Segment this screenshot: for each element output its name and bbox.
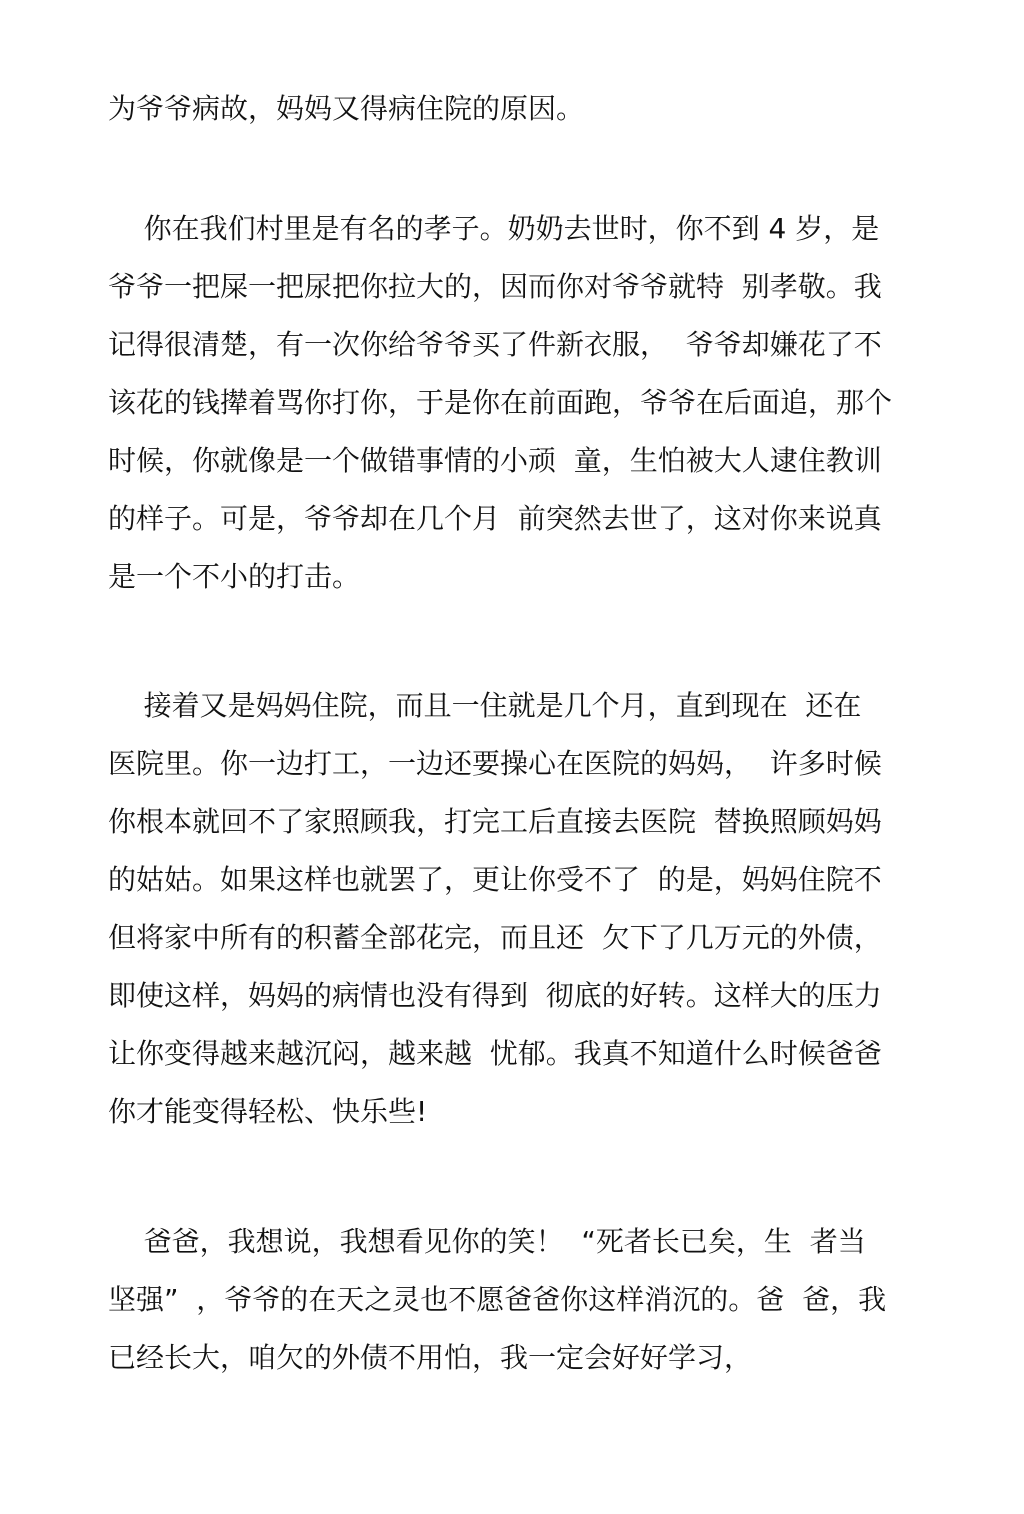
paragraph-3 [108, 677, 938, 1141]
text-line: 让你变得越来越沉闷，越来越 忧郁。我真不知道什么时候爸爸 [108, 1037, 882, 1070]
text-line: 时候，你就像是一个做错事情的小顽 童，生怕被大人逮住教训 [108, 444, 882, 477]
paragraph-1 [108, 80, 938, 138]
text-line: 但将家中所有的积蓄全部花完，而且还 欠下了几万元的外债， [108, 921, 882, 954]
text-line: 爷爷一把屎一把尿把你拉大的，因而你对爷爷就特 别孝敬。我 [108, 270, 882, 303]
text-line: 接着又是妈妈住院，而且一住就是几个月，直到现在 还在 [108, 689, 862, 722]
text-line: 为爷爷病故，妈妈又得病住院的原因。 [108, 92, 585, 125]
text-line: 你根本就回不了家照顾我，打完工后直接去医院 替换照顾妈妈 [108, 805, 882, 838]
text-line: 医院里。你一边打工，一边还要操心在医院的妈妈， 许多时候 [108, 747, 882, 780]
paragraph-2 [108, 200, 938, 606]
text-line: 坚强” ，爷爷的在天之灵也不愿爸爸你这样消沉的。爸 爸，我 [108, 1283, 887, 1316]
text-line: 是一个不小的打击。 [108, 560, 361, 593]
text-line: 的姑姑。如果这样也就罢了，更让你受不了 的是，妈妈住院不 [108, 863, 882, 896]
text-line: 已经长大，咱欠的外债不用怕，我一定会好好学习， [108, 1341, 753, 1374]
text-line: 即使这样，妈妈的病情也没有得到 彻底的好转。这样大的压力 [108, 979, 882, 1012]
text-line: 该花的钱撵着骂你打你，于是你在前面跑，爷爷在后面追，那个 [108, 386, 893, 419]
text-line: 的样子。可是，爷爷却在几个月 前突然去世了，这对你来说真 [108, 502, 882, 535]
paragraph-4 [108, 1213, 938, 1387]
text-line: 你才能变得轻松、快乐些! [108, 1095, 428, 1128]
text-line: 你在我们村里是有名的孝子。奶奶去世时，你不到 4 岁，是 [108, 212, 880, 245]
text-line: 爸爸，我想说，我想看见你的笑！ “死者长已矣，生 者当 [108, 1225, 866, 1258]
text-line: 记得很清楚，有一次你给爷爷买了件新衣服， 爷爷却嫌花了不 [108, 328, 882, 361]
